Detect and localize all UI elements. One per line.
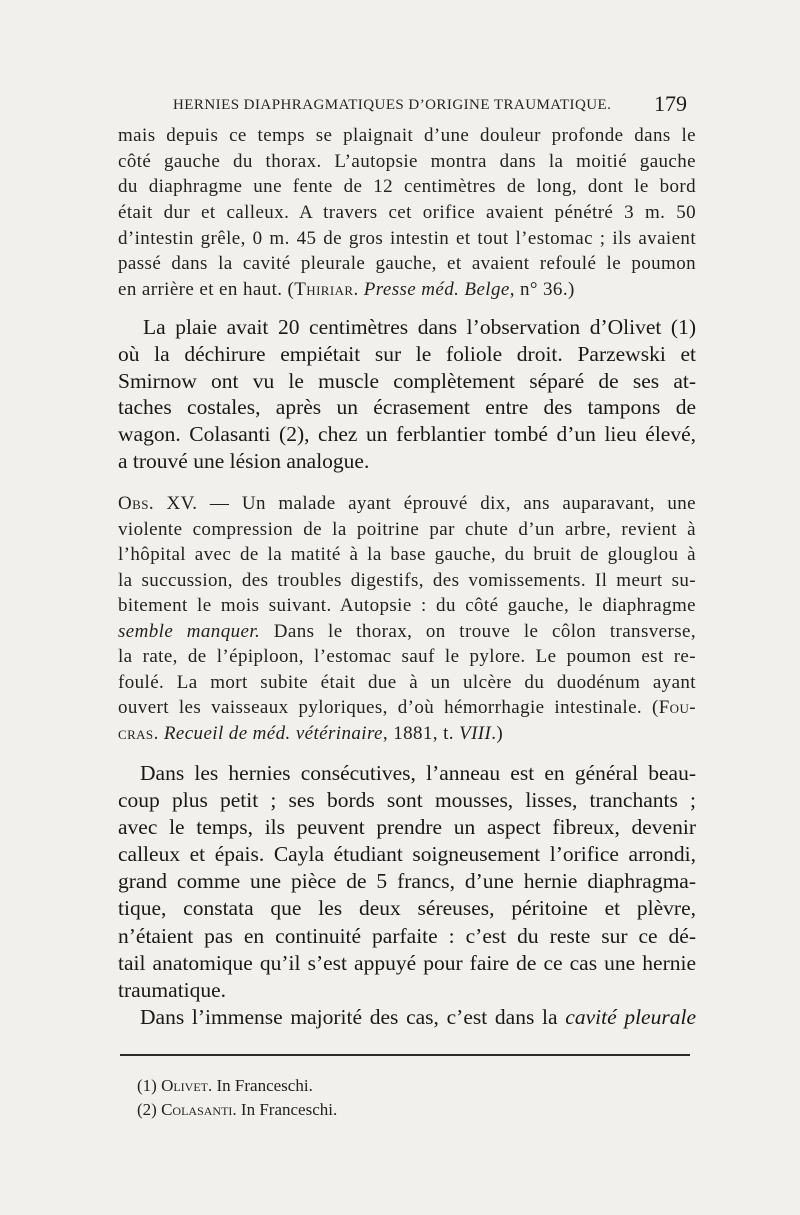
text-line: [118, 695, 696, 721]
text-line: [118, 568, 696, 594]
footnotes: [137, 1074, 337, 1122]
text-segment: , n° 36.): [509, 278, 575, 300]
text-segment: passé dans la cavité pleurale gauche, et avaient refoulé le poumon: [118, 253, 696, 275]
footnote: [137, 1074, 337, 1098]
text-segment: en arrière et en haut. (: [118, 278, 295, 300]
text-line: [118, 421, 696, 448]
text-segment: mais depuis ce temps se plaignait d’une douleur profonde dans le: [118, 125, 696, 146]
text-segment: tail anatomique qu’il s’est appuyé pour faire de ce cas une hernie: [118, 950, 696, 975]
text-segment: violente compression de la poitrine par chute d’un arbre, revient à: [118, 518, 696, 540]
footnote-author: Olivet: [161, 1076, 209, 1095]
text-line: [118, 123, 696, 149]
text-line: [118, 277, 696, 303]
paragraph-pleural-cavity: [118, 1004, 696, 1031]
text-line: [118, 149, 696, 175]
text-line: [118, 394, 696, 421]
text-segment: a trouvé une lésion analogue.: [118, 448, 370, 473]
text-line: [118, 868, 696, 895]
text-line: [118, 950, 696, 977]
footnote-source: . In Franceschi.: [232, 1100, 338, 1119]
text-line: [118, 314, 696, 341]
text-line: [118, 341, 696, 368]
text-line: [118, 368, 696, 395]
text-segment: Dans le thorax, on trouve le côlon transverse,: [260, 620, 696, 642]
footnote-rule: [120, 1054, 690, 1056]
text-segment: tique, constata que les deux séreuses, péritoine et plèvre,: [118, 896, 696, 921]
text-segment: foulé. La mort subite était due à un ulcère du duodénum ayant: [118, 671, 696, 693]
observation-label: Obs.: [118, 493, 154, 514]
observation-continuation: [118, 123, 696, 303]
footnote-marker: (1): [137, 1076, 157, 1095]
text-line: [118, 644, 696, 670]
text-segment: n’étaient pas en continuité parfaite : c’est du reste sur ce dé-: [118, 923, 696, 948]
text-segment: où la déchirure empiétait sur le foliole droit. Parzewski et: [118, 341, 696, 366]
text-line: [118, 517, 696, 543]
text-segment: l’hôpital avec de la matité à la base gauche, du bruit de glouglou à: [118, 544, 696, 566]
text-segment: était dur et calleux. A travers cet orifice avaient pénétré 3 m. 50: [118, 201, 696, 223]
text-segment: Smirnow ont vu le muscle complètement séparé de ses at-: [118, 368, 696, 393]
text-segment: XV. — Un malade ayant éprouvé dix, ans auparavant, une: [153, 493, 696, 514]
footnote: [137, 1098, 337, 1122]
citation-journal: Presse méd. Belge: [363, 278, 510, 300]
text-line: [118, 542, 696, 568]
text-segment: du diaphragme une fente de 12 centimètres de long, dont le bord: [118, 176, 696, 198]
text-segment: avec le temps, ils peuvent prendre un aspect fibreux, devenir: [118, 815, 696, 840]
text-line: [118, 841, 696, 868]
text-segment: d’intestin grêle, 0 m. 45 de gros intestin et tout l’estomac ; ils avaient: [118, 227, 696, 249]
text-segment: wagon. Colasanti (2), chez un ferblantier tombé d’un lieu élevé,: [118, 422, 696, 447]
paragraph-olivet: [118, 314, 696, 475]
text-segment: la rate, de l’épiploon, l’estomac sauf le pylore. Le poumon est re-: [118, 646, 696, 668]
footnote-marker: (2): [137, 1100, 157, 1119]
citation-author: cras: [118, 722, 154, 744]
text-line: [118, 760, 696, 787]
text-segment: taches costales, après un écrasement entre des tampons de: [118, 395, 696, 420]
text-segment: grand comme une pièce de 5 francs, d’une hernie diaphragma-: [118, 869, 696, 894]
text-segment: la succussion, des troubles digestifs, des vomissements. Il meurt su-: [118, 569, 696, 591]
text-line: [118, 174, 696, 200]
text-segment: Dans les hernies consécutives, l’anneau est en général beau-: [140, 761, 696, 785]
text-segment: La plaie avait 20 centimètres dans l’observation d’Olivet (1): [143, 315, 696, 339]
text-line: [118, 619, 696, 645]
emphasis-text: cavité pleurale: [565, 1005, 696, 1029]
footnote-author: Colasanti: [161, 1100, 233, 1119]
text-line: [118, 814, 696, 841]
citation-journal: Recueil de méd. vétérinaire: [163, 722, 383, 744]
running-head-title: HERNIES DIAPHRAGMATIQUES D’ORIGINE TRAUMATIQUE.: [173, 97, 612, 113]
text-line: [118, 1004, 696, 1031]
text-segment: Dans l’immense majorité des cas, c’est dans la: [140, 1005, 566, 1029]
text-segment: .: [153, 722, 164, 744]
text-segment: .): [491, 722, 504, 744]
citation-author: Fou-: [658, 697, 696, 719]
observation-xv: [118, 491, 696, 746]
text-segment: calleux et épais. Cayla étudiant soigneusement l’orifice arrondi,: [118, 842, 696, 867]
text-line: [118, 448, 696, 475]
emphasis-text: semble manquer.: [118, 620, 261, 642]
text-line: [118, 923, 696, 950]
text-line: [118, 977, 696, 1004]
paragraph-consecutive-hernias: [118, 760, 696, 1004]
text-segment: traumatique.: [118, 977, 227, 1002]
footnote-source: . In Franceschi.: [208, 1076, 313, 1095]
text-line: [118, 787, 696, 814]
text-line: [118, 593, 696, 619]
citation-author: Thiriar: [294, 278, 354, 300]
text-line: [118, 721, 696, 747]
text-line: [118, 226, 696, 252]
text-segment: .: [353, 278, 364, 300]
text-line: [118, 491, 696, 517]
page-number: 179: [654, 91, 687, 116]
text-line: [118, 200, 696, 226]
text-line: [118, 670, 696, 696]
text-segment: , 1881, t.: [382, 722, 460, 744]
text-segment: coup plus petit ; ses bords sont mousses, lisses, tranchants ;: [118, 788, 696, 813]
text-line: [118, 895, 696, 922]
text-segment: bitement le mois suivant. Autopsie : du côté gauche, le diaphragme: [118, 595, 696, 617]
text-line: [118, 251, 696, 277]
text-segment: ouvert les vaisseaux pyloriques, d’où hémorrhagie intestinale. (: [118, 697, 659, 719]
citation-volume: VIII: [459, 722, 492, 744]
text-segment: côté gauche du thorax. L’autopsie montra dans la moitié gauche: [118, 150, 696, 172]
